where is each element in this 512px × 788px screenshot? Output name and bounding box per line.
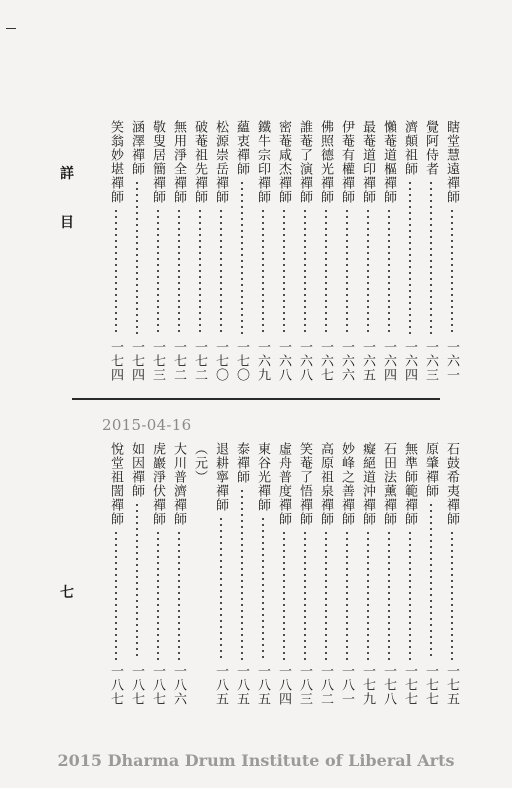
dot-leader bbox=[388, 208, 390, 336]
toc-entry-page: 一八五 bbox=[255, 664, 270, 706]
toc-entry-title: 無準師範禪師 bbox=[402, 442, 417, 526]
toc-entry-page: 一六三 bbox=[423, 340, 438, 382]
toc-entry bbox=[315, 442, 336, 706]
dot-leader bbox=[304, 530, 306, 660]
toc-entry bbox=[168, 120, 189, 382]
dot-leader bbox=[178, 530, 180, 660]
toc-entry bbox=[420, 442, 441, 706]
toc-entry-title: 如因禪師 bbox=[129, 442, 144, 498]
page-number: 七 bbox=[60, 585, 74, 601]
dot-leader bbox=[430, 180, 432, 336]
toc-entry-page: 一六八 bbox=[276, 340, 291, 382]
toc-entry-title: 涵澤禪師 bbox=[129, 120, 144, 176]
toc-entry-title: 伊菴有權禪師 bbox=[339, 120, 354, 204]
toc-entry-page: 一七四 bbox=[129, 340, 144, 382]
dot-leader bbox=[136, 180, 138, 336]
toc-entry-title: 破菴祖先禪師 bbox=[192, 120, 207, 204]
toc-entry-page: 一六八 bbox=[297, 340, 312, 382]
section-divider bbox=[72, 398, 440, 400]
toc-entry-page: 一六九 bbox=[255, 340, 270, 382]
toc-entry bbox=[378, 442, 399, 706]
toc-upper-block bbox=[84, 120, 462, 382]
toc-entry-title: 敬叟居簡禪師 bbox=[150, 120, 165, 204]
dot-leader bbox=[325, 530, 327, 660]
dot-leader bbox=[115, 530, 117, 660]
watermark: 2015 Dharma Drum Institute of Liberal Arts bbox=[57, 751, 455, 770]
toc-entry-page: 一七三 bbox=[150, 340, 165, 382]
toc-entry bbox=[147, 442, 168, 706]
toc-entry-page: 一七〇 bbox=[213, 340, 228, 382]
toc-entry bbox=[273, 442, 294, 706]
toc-entry bbox=[252, 442, 273, 706]
toc-entry-title: 佛照德光禪師 bbox=[318, 120, 333, 204]
toc-entry-page: 一六五 bbox=[360, 340, 375, 382]
toc-entry bbox=[105, 442, 126, 706]
dot-leader bbox=[241, 488, 243, 660]
toc-entry bbox=[126, 442, 147, 706]
toc-entry-page: 一七二 bbox=[192, 340, 207, 382]
dot-leader bbox=[157, 530, 159, 660]
toc-entry-title: 蘊衷禪師 bbox=[234, 120, 249, 176]
toc-entry-page: 一六一 bbox=[444, 340, 459, 382]
toc-entry-title: 懶菴道樞禪師 bbox=[381, 120, 396, 204]
running-head-xiang: 詳 bbox=[60, 166, 74, 182]
toc-entry bbox=[147, 120, 168, 382]
toc-entry-title: 悅堂祖誾禪師 bbox=[108, 442, 123, 526]
toc-entry-page: 一八二 bbox=[318, 664, 333, 706]
toc-entry-page: 一八五 bbox=[213, 664, 228, 706]
toc-entry-title: 密菴咸杰禪師 bbox=[276, 120, 291, 204]
dot-leader bbox=[367, 208, 369, 336]
toc-entry-page: 一七二 bbox=[171, 340, 186, 382]
toc-entry-title: 誰菴了演禪師 bbox=[297, 120, 312, 204]
toc-entry bbox=[441, 120, 462, 382]
toc-entry-title: 松源崇岳禪師 bbox=[213, 120, 228, 204]
dot-leader bbox=[304, 208, 306, 336]
toc-entry bbox=[168, 442, 189, 706]
toc-entry-page: 一七四 bbox=[108, 340, 123, 382]
toc-entry bbox=[399, 120, 420, 382]
date-stamp: 2015-04-16 bbox=[102, 416, 192, 434]
dot-leader bbox=[367, 530, 369, 660]
toc-entry bbox=[231, 120, 252, 382]
running-head-mu: 目 bbox=[60, 215, 74, 231]
dot-leader bbox=[430, 502, 432, 660]
toc-entry-page: 一七九 bbox=[360, 664, 375, 706]
dot-leader bbox=[178, 208, 180, 336]
toc-entry-page: 一六四 bbox=[402, 340, 417, 382]
dot-leader bbox=[220, 516, 222, 660]
dot-leader bbox=[409, 180, 411, 336]
toc-entry-title: 石田法薰禪師 bbox=[381, 442, 396, 526]
toc-entry-title: 退耕寧禪師 bbox=[213, 442, 228, 512]
dot-leader bbox=[136, 502, 138, 660]
toc-entry-page: 一八七 bbox=[108, 664, 123, 706]
toc-entry-title: 高原祖泉禪師 bbox=[318, 442, 333, 526]
toc-entry-page: 一八四 bbox=[276, 664, 291, 706]
dot-leader bbox=[451, 530, 453, 660]
toc-entry bbox=[378, 120, 399, 382]
dot-leader bbox=[283, 530, 285, 660]
dot-leader bbox=[115, 208, 117, 336]
toc-entry bbox=[126, 120, 147, 382]
dot-leader bbox=[283, 208, 285, 336]
toc-entry bbox=[294, 120, 315, 382]
toc-entry-title: 大川普濟禪師 bbox=[171, 442, 186, 526]
dot-leader bbox=[346, 208, 348, 336]
toc-entry-title: 瞎堂慧遠禪師 bbox=[444, 120, 459, 204]
toc-entry-page: 一七七 bbox=[423, 664, 438, 706]
toc-entry bbox=[210, 442, 231, 706]
toc-entry-page: 一七五 bbox=[444, 664, 459, 706]
toc-entry bbox=[315, 120, 336, 382]
dot-leader bbox=[262, 208, 264, 336]
toc-entry-title: 原肇禪師 bbox=[423, 442, 438, 498]
toc-entry-page: 一六六 bbox=[339, 340, 354, 382]
toc-entry-title: 東谷光禪師 bbox=[255, 442, 270, 512]
toc-entry-title: 癡絕道沖禪師 bbox=[360, 442, 375, 526]
dot-leader bbox=[220, 208, 222, 336]
toc-entry-title: 鐵牛宗印禪師 bbox=[255, 120, 270, 204]
toc-entry-title: 覺阿侍者 bbox=[423, 120, 438, 176]
toc-entry-page: 一七七 bbox=[402, 664, 417, 706]
toc-entry bbox=[105, 120, 126, 382]
toc-entry bbox=[441, 442, 462, 706]
toc-entry-title: 泰禪師 bbox=[234, 442, 249, 484]
toc-entry bbox=[210, 120, 231, 382]
toc-entry-page: 一八五 bbox=[234, 664, 249, 706]
toc-lower-block bbox=[84, 442, 462, 706]
toc-entry-page: 一八七 bbox=[129, 664, 144, 706]
toc-entry-page: 一八七 bbox=[150, 664, 165, 706]
toc-entry bbox=[189, 120, 210, 382]
toc-entry-page: 一八一 bbox=[339, 664, 354, 706]
dot-leader bbox=[241, 180, 243, 336]
dot-leader bbox=[409, 530, 411, 660]
toc-entry bbox=[336, 442, 357, 706]
toc-entry-page: 一六七 bbox=[318, 340, 333, 382]
toc-entry-page: 一八六 bbox=[171, 664, 186, 706]
toc-entry-page: 一八三 bbox=[297, 664, 312, 706]
dot-leader bbox=[325, 208, 327, 336]
toc-entry-title: 笑翁妙堪禪師 bbox=[108, 120, 123, 204]
toc-entry-title: 笑菴了悟禪師 bbox=[297, 442, 312, 526]
dot-leader bbox=[346, 530, 348, 660]
toc-entry-title: 無用淨全禪師 bbox=[171, 120, 186, 204]
dot-leader bbox=[262, 516, 264, 660]
toc-entry bbox=[357, 120, 378, 382]
toc-entry-title: 虎巖淨伏禪師 bbox=[150, 442, 165, 526]
toc-entry-title: 最菴道印禪師 bbox=[360, 120, 375, 204]
page-edge-mark bbox=[6, 28, 16, 29]
toc-entry-page: 一七八 bbox=[381, 664, 396, 706]
dot-leader bbox=[451, 208, 453, 336]
dot-leader bbox=[388, 530, 390, 660]
toc-entry-title: 妙峰之善禪師 bbox=[339, 442, 354, 526]
toc-entry-title: 虛舟普度禪師 bbox=[276, 442, 291, 526]
dot-leader bbox=[157, 208, 159, 336]
toc-entry-page: 一六四 bbox=[381, 340, 396, 382]
toc-section-heading bbox=[189, 442, 210, 706]
toc-entry bbox=[399, 442, 420, 706]
dot-leader bbox=[199, 208, 201, 336]
toc-entry bbox=[357, 442, 378, 706]
toc-entry bbox=[420, 120, 441, 382]
toc-entry bbox=[252, 120, 273, 382]
section-heading-text: （元） bbox=[192, 442, 207, 484]
toc-entry bbox=[231, 442, 252, 706]
toc-entry-title: 濟顛祖師 bbox=[402, 120, 417, 176]
toc-entry-page: 一七〇 bbox=[234, 340, 249, 382]
toc-entry bbox=[336, 120, 357, 382]
toc-entry bbox=[273, 120, 294, 382]
toc-entry bbox=[294, 442, 315, 706]
toc-entry-title: 石鼓希夷禪師 bbox=[444, 442, 459, 526]
